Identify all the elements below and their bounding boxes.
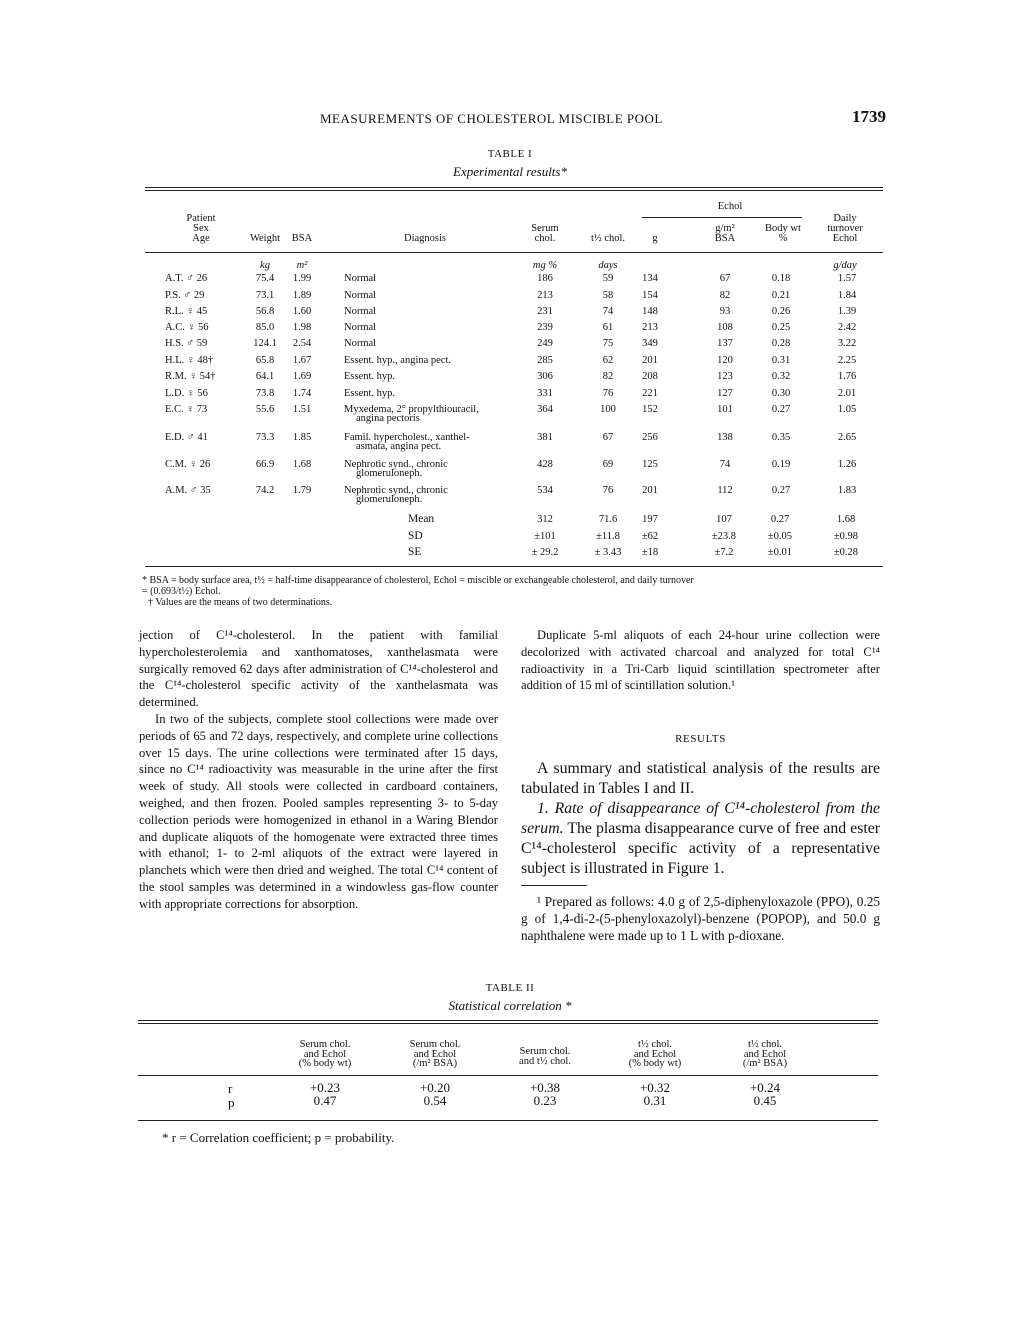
table1-header-cell: Echol (832, 233, 858, 244)
table1-weight-cell: 75.4 (255, 273, 275, 284)
table1-patient-cell: A.C. ♀ 56 (165, 322, 209, 333)
table1-diagnosis-cell: Myxedema, 2° propylthiouracil, (344, 404, 479, 415)
table1-label: TABLE I (487, 148, 533, 160)
table1-header-cell: Age (192, 233, 210, 244)
table2-top-rule (138, 1020, 878, 1021)
table1-bodywt-cell: 0.19 (771, 459, 791, 470)
table1-g-cell: 349 (642, 338, 658, 349)
table1-bsa-cell: 1.98 (292, 322, 312, 333)
table1-serum-cell: 249 (537, 338, 553, 349)
table1-echol-rule (642, 217, 802, 218)
table1-diagnosis-cell: Normal (344, 338, 377, 349)
table1-bsa-cell: 1.68 (292, 459, 312, 470)
table1-g-cell: 125 (642, 459, 658, 470)
table1-summary-label: SD (408, 530, 423, 542)
table1-half-cell: 67 (602, 432, 614, 443)
table1-summary-gm2: 107 (716, 514, 732, 525)
table1-g-cell: 154 (642, 290, 658, 301)
table1-header-cell: Serum (531, 223, 559, 234)
table1-diagnosis-cell: Normal (344, 273, 377, 284)
table2-row-label-r: r (228, 1081, 233, 1096)
table1-patient-cell: P.S. ♂ 29 (165, 290, 205, 301)
table1-diagnosis-cell: Normal (344, 322, 377, 333)
table1-half-cell: 75 (602, 338, 614, 349)
table1-diagnosis-cell: glomeruloneph. (356, 494, 423, 505)
table1-header-cell: Echol (717, 201, 743, 212)
table1-daily-cell: 1.26 (837, 459, 857, 470)
table1-patient-cell: R.M. ♀ 54† (165, 371, 216, 382)
table1-diagnosis-cell: Essent. hyp. (344, 388, 396, 399)
table2-r-value: +0.32 (639, 1080, 671, 1095)
table2-p-value: 0.47 (313, 1093, 337, 1108)
table1-header-cell: Patient (186, 213, 216, 224)
table1-gm2-cell: 93 (719, 306, 731, 317)
table1-gm2-cell: 127 (717, 388, 733, 399)
table1-bodywt-cell: 0.21 (771, 290, 791, 301)
table1-bodywt-cell: 0.35 (771, 432, 791, 443)
table1-bodywt-cell: 0.27 (771, 404, 791, 415)
table1-daily-cell: 2.42 (837, 322, 857, 333)
table1-top-rule (145, 187, 883, 188)
table1-header-cell: Body wt (765, 223, 801, 234)
table1-bodywt-cell: 0.30 (771, 388, 791, 399)
table2-header-cell: t½ chol. (637, 1039, 673, 1050)
table1-patient-cell: H.S. ♂ 59 (165, 338, 208, 349)
table1-summary-gm2: ±23.8 (711, 531, 737, 542)
table1-bsa-cell: 1.67 (292, 355, 312, 366)
table1-summary-g: ±62 (641, 531, 659, 542)
table1-g-cell: 213 (642, 322, 658, 333)
table1-diagnosis-cell: Nephrotic synd., chronic (344, 485, 448, 496)
table2-r-value: +0.24 (749, 1080, 781, 1095)
table1-daily-cell: 2.65 (837, 432, 857, 443)
table1-summary-g: 197 (642, 514, 658, 525)
table1-weight-cell: 55.6 (255, 404, 275, 415)
table1-weight-cell: 64.1 (255, 371, 275, 382)
running-head: MEASUREMENTS OF CHOLESTEROL MISCIBLE POOL (320, 111, 663, 126)
table1-daily-cell: 1.57 (837, 273, 857, 284)
table2-header-cell: Serum chol. (409, 1039, 461, 1050)
table1-weight-cell: 65.8 (255, 355, 275, 366)
table1-daily-cell: 2.01 (837, 388, 857, 399)
table2-header-cell: and Echol (633, 1048, 677, 1060)
table1-diagnosis-cell: angina pectoris (356, 413, 420, 424)
table1-weight-cell: 85.0 (255, 322, 275, 333)
table2-p-value: 0.23 (533, 1093, 557, 1108)
table1-g-cell: 148 (642, 306, 658, 317)
table1-gm2-cell: 137 (717, 338, 733, 349)
table1-serum-cell: 428 (537, 459, 553, 470)
table1-bsa-cell: 1.60 (292, 306, 312, 317)
table1-g-cell: 134 (642, 273, 658, 284)
table1-daily-cell: 1.39 (837, 306, 857, 317)
table1-bsa-cell: 1.99 (292, 273, 312, 284)
table1-daily-cell: 3.22 (837, 338, 857, 349)
table1-g-cell: 208 (642, 371, 658, 382)
table1-half-cell: 58 (602, 290, 614, 301)
table1-header-cell: t½ chol. (590, 233, 626, 244)
table2-header-cell: and Echol (743, 1048, 787, 1060)
table1-gm2-cell: 101 (717, 404, 733, 415)
table1-summary-half: ± 3.43 (594, 547, 622, 558)
table1-bodywt-cell: 0.18 (771, 273, 791, 284)
table2-header-cell: and Echol (413, 1048, 457, 1060)
table1-summary-label: Mean (408, 513, 435, 525)
table1-unit-cell: kg (260, 260, 270, 271)
table1-g-cell: 201 (642, 485, 658, 496)
table1-bsa-cell: 1.79 (292, 485, 312, 496)
table1-diagnosis-cell: Normal (344, 306, 377, 317)
table1-bsa-cell: 1.89 (292, 290, 312, 301)
table1-header-cell: Daily (833, 213, 857, 224)
table1-half-cell: 76 (602, 388, 614, 399)
table1-daily-cell: 2.25 (837, 355, 857, 366)
table1-gm2-cell: 108 (717, 322, 733, 333)
table2-header-cell: Serum chol. (519, 1046, 571, 1057)
table1-summary-gm2: ±7.2 (714, 547, 734, 558)
table1-summary-daily: 1.68 (836, 514, 856, 525)
table1-bodywt-cell: 0.27 (771, 485, 791, 496)
table2-header-cell: (% body wt) (628, 1058, 682, 1069)
table1-daily-cell: 1.84 (837, 290, 857, 301)
table1-serum-cell: 534 (537, 485, 553, 496)
table1-weight-cell: 66.9 (255, 459, 275, 470)
left-para-1: jection of C¹⁴-cholesterol. In the patient with familial hypercholesterolemia and xanthomatoses, xanthelasmata were surgically removed 62 days after administration of C¹⁴-cholesterol and the C¹⁴-cholesterol specific activity of the xanthelasmata was determined. (139, 628, 498, 710)
table1-unit-cell: days (598, 260, 618, 271)
table2-header-cell: Serum chol. (299, 1039, 351, 1050)
table2-header-cell: (/m² BSA) (742, 1058, 788, 1069)
table1-serum-cell: 331 (537, 388, 553, 399)
table1-gm2-cell: 74 (719, 459, 731, 470)
table1-patient-cell: E.C. ♀ 73 (165, 404, 208, 415)
table1-summary-half: ±11.8 (596, 531, 620, 542)
table2-footnote: * r = Correlation coefficient; p = probability. (162, 1130, 395, 1145)
table1-header-cell: Diagnosis (404, 233, 446, 244)
table2-p-value: 0.31 (643, 1093, 667, 1108)
table1-unit-cell: g/day (833, 260, 857, 271)
table1-serum-cell: 213 (537, 290, 553, 301)
table2-row-label-p: p (228, 1095, 235, 1110)
table1-footnote-1: * BSA = body surface area, t½ = half-time disappearance of cholesterol, Echol = miscible or exchangeable cholesterol, and daily turnover (142, 575, 694, 586)
table1-half-cell: 69 (602, 459, 614, 470)
table1-diagnosis-cell: Essent. hyp. (344, 371, 396, 382)
table1-bsa-cell: 2.54 (292, 338, 312, 349)
left-para-2: In two of the subjects, complete stool collections were made over periods of 65 and 72 days, respectively, and complete urine collections over 15 days. The urine collections were terminated after 15 days, since no C¹⁴ radioactivity was measurable in the urine after the first week of study. All stools were collected in cardboard containers, weighed, and then frozen. Pooled samples representing 3- to 5-day collection periods were homogenized in ethanol in a Waring Blendor and duplicate aliquots of the homogenate were extracted three times with ethanol; 1- to 2-ml aliquots of the extract were layered in planchets which were then dried and weighed. The total C¹⁴ content of the stool samples was determined in a windowless gas-flow counter with appropriate corrections for absorption. (139, 711, 498, 911)
table1-half-cell: 82 (602, 371, 614, 382)
table1-unit-cell: mg % (532, 260, 558, 271)
table2-r-value: +0.20 (419, 1080, 451, 1095)
table1-bsa-cell: 1.85 (292, 432, 312, 443)
table1-title: Experimental results* (453, 164, 567, 179)
table1-patient-cell: L.D. ♀ 56 (165, 388, 208, 399)
table1-patient-cell: A.T. ♂ 26 (165, 273, 208, 284)
table1-bsa-cell: 1.74 (292, 388, 312, 399)
table1-g-cell: 256 (642, 432, 658, 443)
table2-header-cell: (/m² BSA) (412, 1058, 458, 1069)
results-para-2: 1. Rate of disappearance of C¹⁴-cholesterol from the serum. The plasma disappearance curve of free and ester C¹⁴-cholesterol specific activity of a representative subject is illustrated in Figure 1. (521, 800, 880, 877)
table1-bodywt-cell: 0.28 (771, 338, 791, 349)
table1-weight-cell: 73.3 (255, 432, 275, 443)
table1-diagnosis-cell: glomeruloneph. (356, 468, 423, 479)
table1-half-cell: 74 (602, 306, 614, 317)
right-footnote: ¹ Prepared as follows: 4.0 g of 2,5-diphenyloxazole (PPO), 0.25 g of 1,4-di-2-(5-phenyloxazolyl)-benzene (POPOP), and 50.0 g naphthalene were made up to 1 L with p-dioxane. (521, 894, 880, 943)
table1-footnote-2: = (0.693/t½) Echol. (142, 586, 221, 597)
table1-patient-cell: R.L. ♀ 45 (165, 306, 208, 317)
left-column (139, 627, 498, 913)
table1-bsa-cell: 1.51 (292, 404, 312, 415)
table2-p-value: 0.45 (753, 1093, 777, 1108)
table1-summary-bodywt: ±0.01 (767, 547, 793, 558)
footnote-rule (521, 885, 587, 886)
table1-diagnosis-cell: Normal (344, 290, 377, 301)
table1-diagnosis-cell: Essent. hyp., angina pect. (344, 355, 452, 366)
table1-g-cell: 221 (642, 388, 658, 399)
table1-header-cell: BSA (714, 233, 736, 244)
table1-half-cell: 100 (600, 404, 616, 415)
right-para-1: Duplicate 5-ml aliquots of each 24-hour urine collection were decolorized with activated charcoal and analyzed for total C¹⁴ radioactivity in a Tri-Carb liquid scintillation spectrometer after addition of 15 ml of scintillation solution.¹ (521, 628, 880, 693)
table1-weight-cell: 73.1 (255, 290, 275, 301)
table1-gm2-cell: 138 (717, 432, 733, 443)
table1-bodywt-cell: 0.25 (771, 322, 791, 333)
table1-gm2-cell: 67 (719, 273, 731, 284)
results-heading: RESULTS (675, 733, 726, 745)
table1-bottom-rule (145, 566, 883, 567)
table1-patient-cell: E.D. ♂ 41 (165, 432, 208, 443)
table2-label: TABLE II (485, 982, 535, 994)
table1-g-cell: 152 (642, 404, 658, 415)
table1-bodywt-cell: 0.32 (771, 371, 791, 382)
table1-gm2-cell: 82 (719, 290, 731, 301)
table1-serum-cell: 364 (537, 404, 553, 415)
table1-patient-cell: A.M. ♂ 35 (165, 485, 211, 496)
table2-r-value: +0.38 (529, 1080, 561, 1095)
table1-diagnosis-cell: Nephrotic synd., chronic (344, 459, 448, 470)
table2-top-rule-2 (138, 1023, 878, 1024)
table1-summary-bodywt: ±0.05 (767, 531, 793, 542)
table1-half-cell: 76 (602, 485, 614, 496)
table1-summary-half: 71.6 (598, 514, 618, 525)
table1-weight-cell: 56.8 (255, 306, 275, 317)
table1-gm2-cell: 123 (717, 371, 733, 382)
table1-diagnosis-cell: Famil. hypercholest., xanthel- (344, 432, 470, 443)
table1-serum-cell: 239 (537, 322, 553, 333)
table1-serum-cell: 381 (537, 432, 553, 443)
table2-p-value: 0.54 (423, 1093, 447, 1108)
table1-weight-cell: 74.2 (255, 485, 275, 496)
table2-header-cell: (% body wt) (298, 1058, 352, 1069)
table2-header-cell: t½ chol. (747, 1039, 783, 1050)
table1-daily-cell: 1.83 (837, 485, 857, 496)
table1-half-cell: 61 (602, 322, 614, 333)
table2-header-cell: and Echol (303, 1048, 347, 1060)
page-number: 1739 (852, 107, 886, 126)
table1-daily-cell: 1.76 (837, 371, 857, 382)
table1-summary-daily: ±0.98 (833, 531, 859, 542)
table1-gm2-cell: 112 (717, 485, 733, 496)
results-para-1: A summary and statistical analysis of the results are tabulated in Tables I and II. (521, 760, 880, 797)
table1-serum-cell: 285 (537, 355, 553, 366)
table1-header-cell: g (652, 233, 658, 244)
table1-header-cell: Sex (193, 223, 209, 234)
table1-header-cell: BSA (291, 233, 313, 244)
table1-header-cell: turnover (827, 223, 863, 234)
table1-g-cell: 201 (642, 355, 658, 366)
table2-bottom-rule (138, 1120, 878, 1121)
table1-summary-label: SE (408, 546, 422, 558)
table1-weight-cell: 124.1 (253, 338, 277, 349)
table1-weight-cell: 73.8 (255, 388, 275, 399)
table2-r-value: +0.23 (309, 1080, 341, 1095)
table1-summary-serum: ± 29.2 (531, 547, 559, 558)
table1-header-cell: chol. (534, 233, 556, 244)
table1-bsa-cell: 1.69 (292, 371, 312, 382)
table1-summary-bodywt: 0.27 (770, 514, 790, 525)
table1-header-cell: g/m² (715, 223, 735, 234)
table2-header-rule (138, 1075, 878, 1076)
table1-daily-cell: 1.05 (837, 404, 857, 415)
table1-gm2-cell: 120 (717, 355, 733, 366)
table1-unit-cell: m² (296, 260, 308, 271)
table1-top-rule-2 (145, 190, 883, 191)
table1-summary-serum: ±101 (534, 531, 556, 542)
table1-serum-cell: 231 (537, 306, 553, 317)
table1-diagnosis-cell: asmata, angina pect. (356, 441, 442, 452)
table1-patient-cell: H.L. ♀ 48† (165, 355, 214, 366)
table1-serum-cell: 186 (537, 273, 553, 284)
table1-bodywt-cell: 0.26 (771, 306, 791, 317)
table2-header-cell: and t½ chol. (519, 1055, 571, 1067)
table1-header-rule (145, 252, 883, 253)
table1-serum-cell: 306 (537, 371, 553, 382)
table1-bodywt-cell: 0.31 (771, 355, 791, 366)
table2-title: Statistical correlation * (448, 998, 572, 1013)
table1-footnote-3: † Values are the means of two determinations. (148, 597, 333, 608)
table1-summary-daily: ±0.28 (833, 547, 859, 558)
table1-header-cell: Weight (249, 233, 281, 244)
table1-header-cell: % (778, 233, 788, 244)
table1-patient-cell: C.M. ♀ 26 (165, 459, 211, 470)
table1-half-cell: 59 (602, 273, 614, 284)
table1-summary-serum: 312 (537, 514, 553, 525)
table1-summary-g: ±18 (641, 547, 659, 558)
results-text (521, 759, 880, 879)
table1-half-cell: 62 (602, 355, 614, 366)
